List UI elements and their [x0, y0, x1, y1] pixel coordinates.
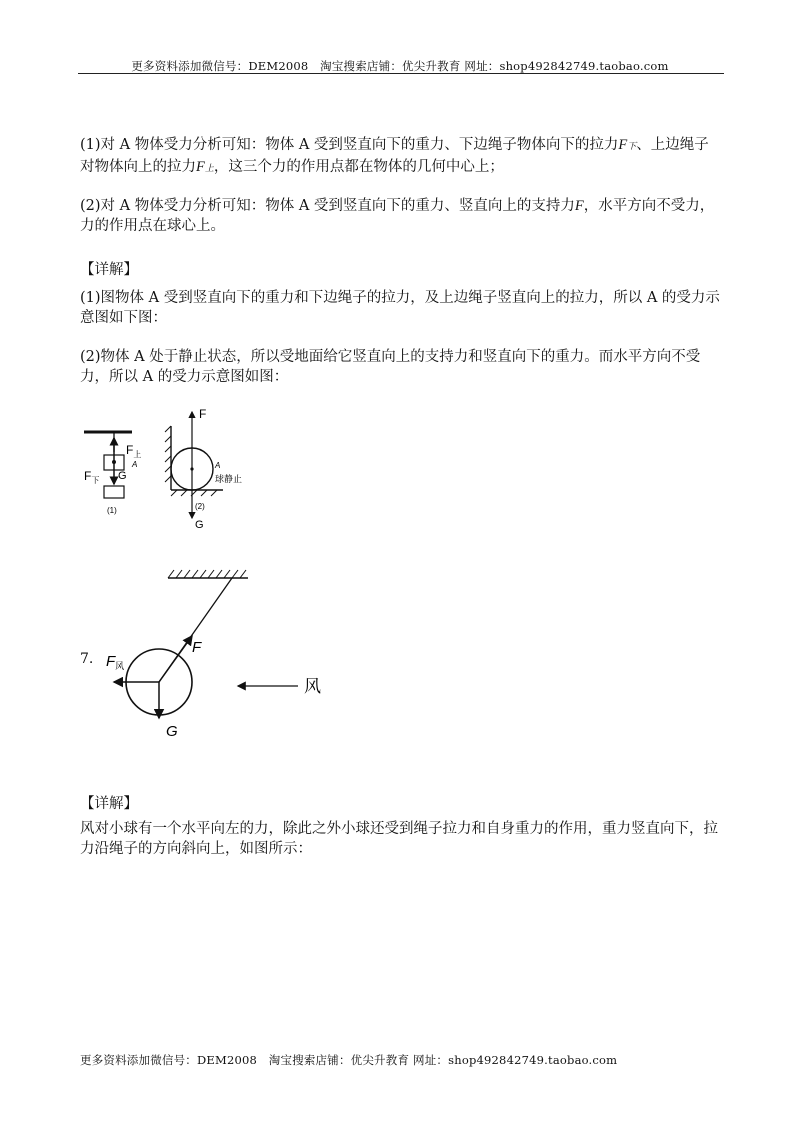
question-number: 7. [80, 651, 94, 667]
label-a: A [132, 460, 138, 469]
analysis-text: (2)对 A 物体受力分析可知：物体 A 受到竖直向下的重力、竖直向上的支持力 [80, 198, 575, 214]
force-subscript: 下 [627, 142, 637, 152]
detail-heading-2: 【详解】 [80, 796, 138, 812]
label-g: G [118, 470, 127, 482]
label-f-down: $F_下$ [84, 469, 100, 485]
label-g: G [195, 519, 204, 531]
force-subscript: 上 [204, 164, 214, 174]
label-static: 球静止 [215, 474, 243, 484]
analysis-paragraph-2 [80, 196, 720, 236]
analysis-text: 、上边绳子对物体向上的拉力 [80, 137, 709, 175]
lower-object [104, 486, 124, 498]
analysis-text: ，水平方向不受力，力的作用点在球心上。 [80, 198, 715, 234]
figure-ball-on-ground [165, 406, 265, 531]
detail-heading: 【详解】 [80, 262, 138, 278]
force-symbol: F [196, 159, 205, 175]
figure-ball-in-wind [100, 566, 340, 746]
label-a: A [215, 461, 221, 470]
analysis-text: (1)对 A 物体受力分析可知：物体 A 受到竖直向下的重力、下边绳子物体向下的拉力 [80, 137, 619, 153]
caption-1: (1) [107, 506, 117, 515]
detail-paragraph-1: (1)图物体 A 受到竖直向下的重力和下边绳子的拉力，及上边绳子竖直向上的拉力，所以 A 的受力示意图如下图： [80, 290, 720, 326]
header-rule [78, 73, 724, 74]
figure-hanging-object [84, 422, 154, 517]
analysis-text: ，这三个力的作用点都在物体的几何中心上； [213, 159, 504, 175]
force-symbol: F [618, 137, 628, 153]
detail-paragraph-2: (2)物体 A 处于静止状态，所以受地面给它竖直向上的支持力和竖直向下的重力。而水平方向不受力，所以 A 的受力示意图如图： [80, 349, 701, 385]
caption-2: (2) [195, 502, 205, 511]
label-f: F [199, 407, 207, 421]
label-g: G [166, 723, 178, 740]
label-f: F [192, 639, 202, 656]
label-f-up: $F_上$ [126, 443, 142, 459]
page-footer: 更多资料添加微信号：DEM2008 淘宝搜索店铺：优尖升教育 网址：shop492842749.taobao.com [80, 1053, 618, 1067]
page-header: 更多资料添加微信号：DEM2008 淘宝搜索店铺：优尖升教育 网址：shop492842749.taobao.com [131, 59, 669, 73]
label-wind: 风 [304, 677, 321, 696]
force-symbol: F [574, 198, 584, 214]
detail2-paragraph-1: 风对小球有一个水平向左的力，除此之外小球还受到绳子拉力和自身重力的作用，重力竖直向下，拉力沿绳子的方向斜向上，如图所示： [80, 821, 718, 857]
label-f-wind: $F_风$ [106, 653, 125, 671]
analysis-paragraph-1 [80, 135, 720, 179]
tension-arrow [159, 636, 192, 682]
